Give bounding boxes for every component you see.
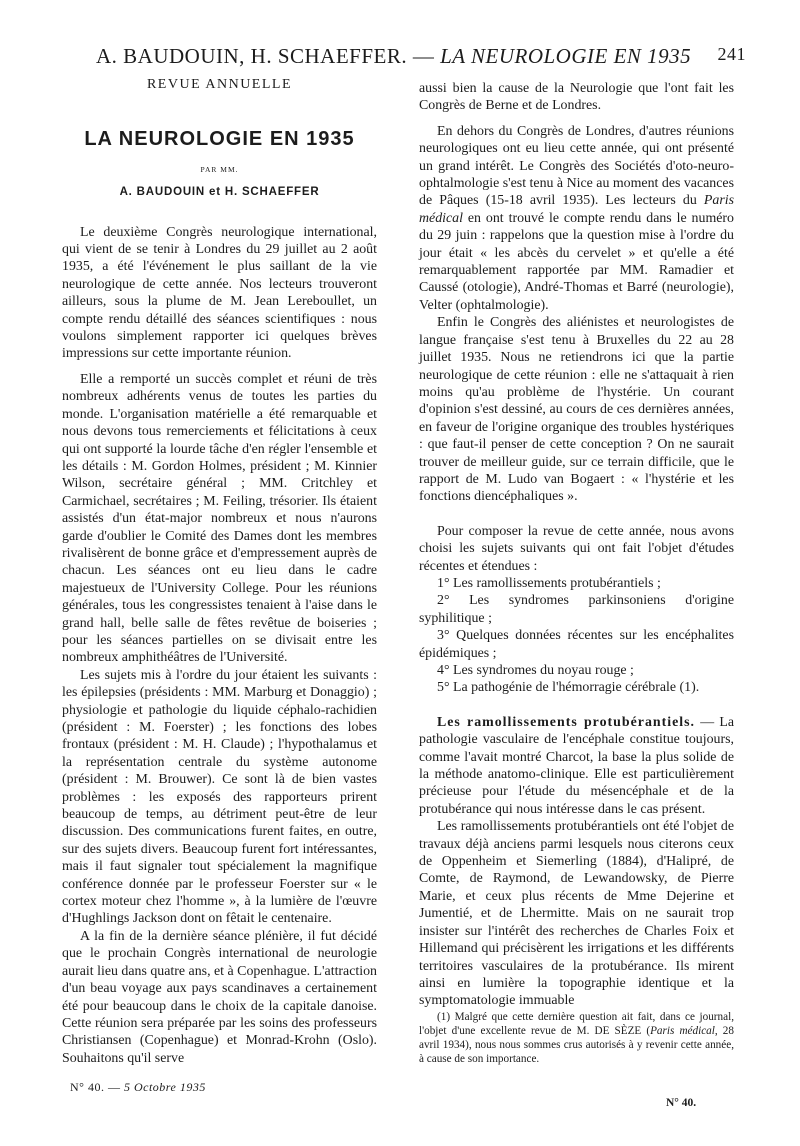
list-item: 5° La pathogénie de l'hémorragie cérébrale (1). — [437, 680, 700, 696]
header-authors: A. BAUDOUIN, H. SCHAEFFER. — [96, 44, 408, 68]
paragraph: Enfin le Congrès des aliénistes et neurologistes de langue française s'est tenu à Bruxelles du 22 au 28 juillet 1935. Nous ne retiendrons ici que la partie neurologique de cette réunion : elle ne s'attaquait à rien moins qu'au problème de l'hystérie. Un courant d'opinion s'est dessiné, au cours de ces dernières années, en faveur de l'origine organique des troubles hystériques : que faut-il penser de cette conception ? On ne saurait trouver de meilleur guide, sur ce terrain difficile, que le rapport de M. Ludo van Bogaert : « l'hystérie et les fonctions diencéphaliques ». — [419, 315, 734, 505]
paragraph: A la fin de la dernière séance plénière, il fut décidé que le prochain Congrès international de neurologie aurait lieu dans quatre ans, et à Copenhague. L'attraction d'un beau voyage aux pays scandinaves a certainement été pour beaucoup dans le choix de la capitale danoise. Cette réunion sera préparée par les soins des professeurs Christiansen (Copenhague) et Monrad-Krohn (Oslo). Souhaitons qu'il serve — [62, 928, 377, 1066]
left-column — [62, 76, 377, 1067]
section-dash: — — [695, 714, 720, 730]
list-item: 2° Les syndromes parkinsoniens d'origine syphilitique ; — [419, 593, 734, 626]
issue-number: N° 40. — — [70, 1080, 124, 1094]
text-run: (1) Malgré que cette dernière question ait fait, dans ce journal, l'objet d'une excellente revue de M. DE SÈZE ( — [419, 1010, 734, 1037]
article-title: LA NEUROLOGIE EN 1935 — [84, 128, 355, 151]
article-authors: A. BAUDOUIN et H. SCHAEFFER — [119, 186, 320, 199]
paragraph: Elle a remporté un succès complet et réuni de très nombreux adhérents venus de toutes les parties du monde. L'organisation matérielle a été remarquable et nous devons tous remerciements et félicitations à ceux qui ont supporté la lourde tâche d'en régler l'ensemble et les détails : M. Gordon Holmes, président ; M. Kinnier Wilson, secrétaire général ; MM. Critchley et Carmichael, secrétaires ; M. Feiling, trésorier. Ils étaient assistés d'un état-major nombreux et nous n'aurons garde d'oublier le Comité des Dames dont les membres rivalisèrent de bonne grâce et d'empressement auprès de chacun. Les séances ont eu lieu dans le cadre majestueux de l'University College. Pour les réunions générales, tous les congressistes tenaient à l'aise dans le grand hall, belle salle de fêtes revêtue de boiseries ; pour les séances partielles on se divisait entre les nombreux amphithéâtres de l'Université. — [62, 371, 377, 666]
footnote — [419, 1010, 734, 1067]
journal-name: Paris médical — [419, 193, 734, 226]
list-item: 1° Les ramollissements protubérantiels ; — [437, 575, 661, 591]
paragraph — [419, 714, 734, 818]
byline-prefix: PAR MM. — [200, 164, 239, 174]
topic-list — [419, 575, 734, 697]
footer-issue-right: N° 40. — [666, 1097, 697, 1109]
right-column — [419, 80, 734, 1067]
paragraph: Le deuxième Congrès neurologique international, qui vient de se tenir à Londres du 29 juillet au 2 août 1935, a été l'événement le plus saillant de la vie neurologique de cette année. Nos lecteurs trouveront ailleurs, sous la plume de M. Jean Lereboullet, un compte rendu détaillé des séances scientifiques : nous voulons simplement rapporter ici quelques brèves impressions sur cette importante réunion. — [62, 224, 377, 362]
paragraph: Pour composer la revue de cette année, nous avons choisi les sujets suivants qui ont fait l'objet d'études récentes et étendues : — [419, 523, 734, 574]
header-title: LA NEUROLOGIE EN 1935 — [440, 44, 692, 68]
journal-name: Paris médical — [650, 1024, 715, 1037]
text-run: en ont trouvé le compte rendu dans le numéro du 29 juin : rappelons que la question mise à l'ordre du jour était « les abcès du cervelet » et qu'elle a été remarquablement rapportée par MM. Ramadier et Caussé (otologie), André-Thomas et Barré (neurologie), Velter (ophtalmologie). — [419, 210, 734, 313]
paragraph: Les sujets mis à l'ordre du jour étaient les suivants : les épilepsies (présidents : MM. Marburg et Donaggio) ; physiologie et pathologie du liquide céphalo-rachidien (président : M. Foerster) ; les fonctions des lobes frontaux (président : M. H. Claude) ; l'hypothalamus et la représentation centrale du système autonome (président : M. Brouwer). Ce sont là de bien vastes problèmes : les exposés des rapporteurs prirent beaucoup de temps, au détriment peut-être de leur discussion. Des communications furent faites, en outre, sur des sujets divers. Beaucoup furent fort intéressantes, mais il faut signaler tout spécialement la magnifique conférence donnée par le professeur Foerster sur « le cortex moteur chez l'homme », à la lumière de l'œuvre d'Hughlings Jackson dont on fêtait le centenaire. — [62, 667, 377, 927]
header-dash: — — [407, 44, 441, 68]
list-item: 3° Quelques données récentes sur les encéphalites épidémiques ; — [419, 628, 734, 661]
section-heading: Les ramollissements protubérantiels. — [437, 714, 695, 730]
paragraph: aussi bien la cause de la Neurologie que l'ont fait les Congrès de Berne et de Londres. — [419, 81, 734, 114]
footer-issue — [70, 1080, 206, 1095]
rubric: REVUE ANNUELLE — [146, 77, 293, 92]
text-run: En dehors du Congrès de Londres, d'autres réunions neurologiques ont eu lieu cette année, qui ont présenté un grand intérêt. Le Congrès des Sociétés d'oto-neuro-ophtalmologie s'est tenu à Nice au moment des vacances de Pâques (15-18 avril 1935). Les lecteurs du — [419, 123, 734, 209]
paragraph — [419, 123, 734, 314]
list-item: 4° Les syndromes du noyau rouge ; — [437, 663, 634, 678]
paragraph: Les ramollissements protubérantiels ont été l'objet de travaux déjà anciens parmi lesquels nous citerons ceux de Oppenheim et Siemerling (1884), d'Halipré, de Comte, de Raymond, de Lewandowsky, de Pierre Marie, et ceux plus récents de Mme Dejerine et Jumentié, et de Lhermitte. Mais on ne saurait trop insister sur l'intérêt des recherches de Charles Foix et Hillemand qui précisèrent les irrigations et les différents territoires vasculaires de la protubérance. Ils mirent ainsi en lumière la topographie identique et la symptomatologie immuable — [419, 819, 734, 1009]
issue-date: 5 Octobre 1935 — [123, 1080, 206, 1094]
text-run: La pathologie vasculaire de l'encéphale constitue toujours, comme l'avait montré Charcot, la base la plus solide de la méthode anatomo-clinique. Elle est particulièrement précieuse pour l'étude du mésencéphale et de la protubérance qui nous intéresse dans le cas présent. — [419, 714, 734, 817]
running-header — [96, 44, 746, 69]
text-run: , 28 avril 1934), nous nous sommes crus autorisés à y revenir cette année, à cause de son importance. — [419, 1024, 734, 1066]
page-number: 241 — [717, 44, 746, 64]
